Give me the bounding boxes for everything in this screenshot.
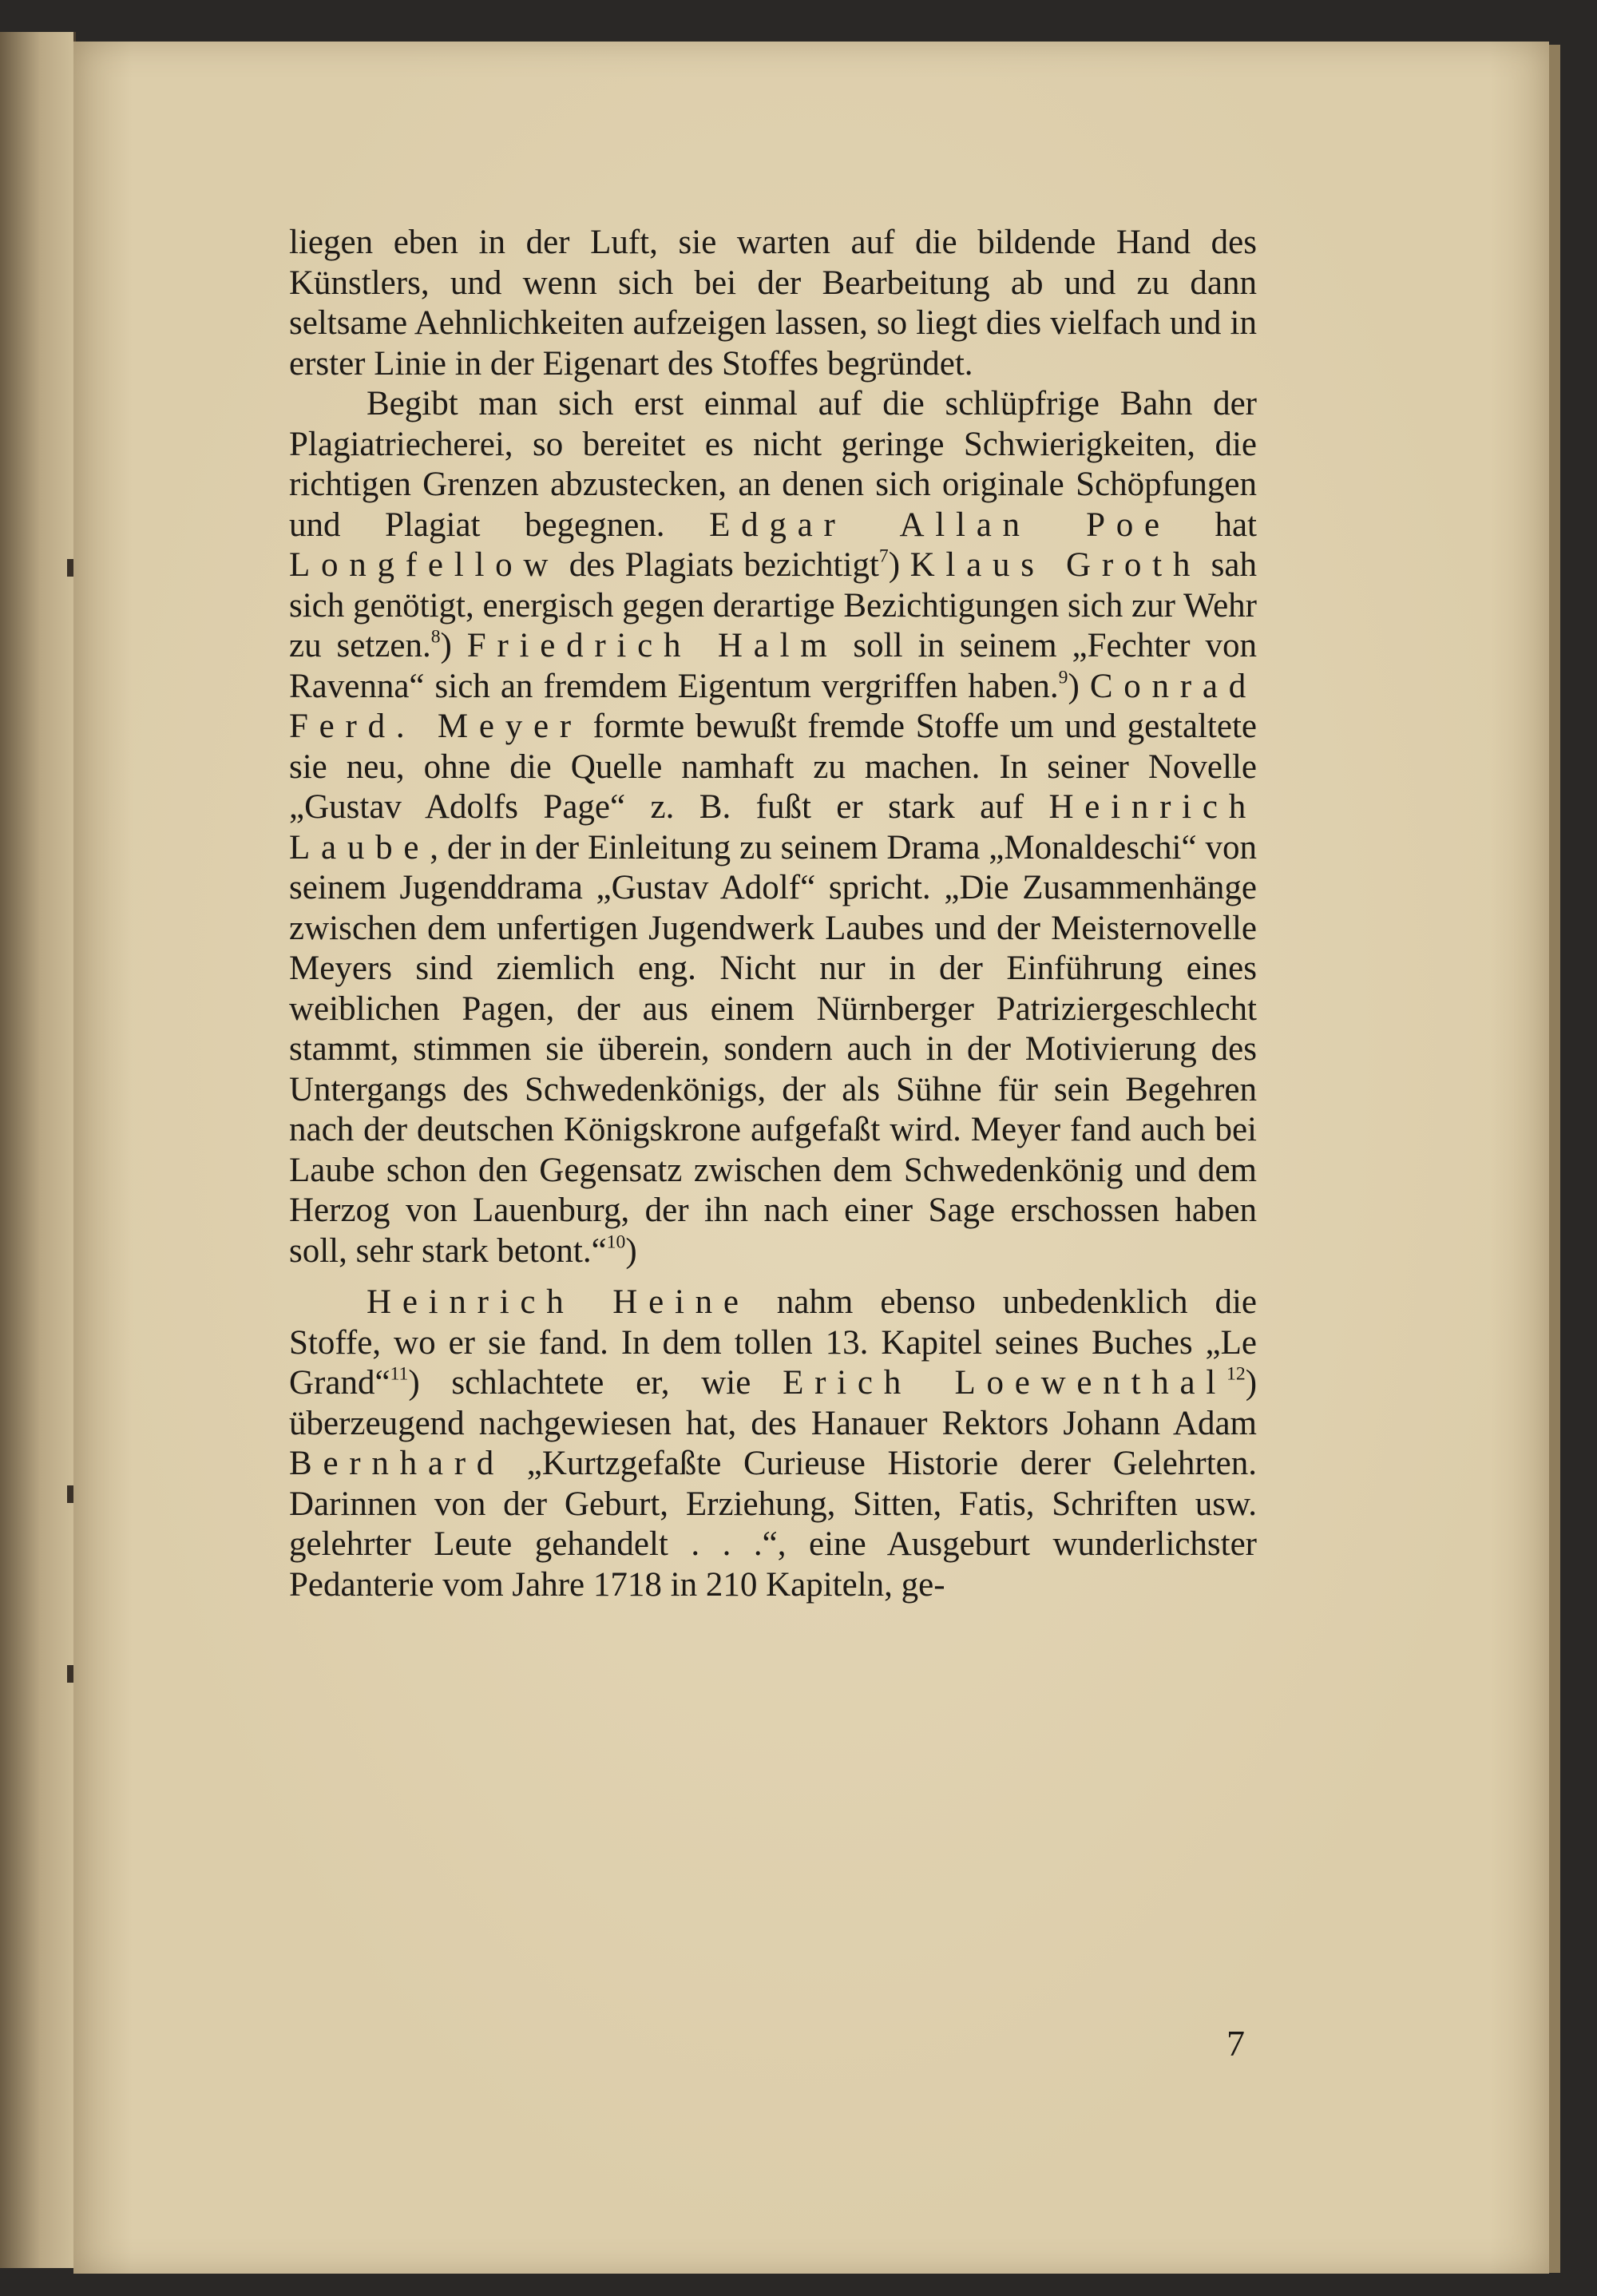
spaced-name: Erich Loewenthal: [783, 1364, 1227, 1402]
spaced-name: Heinrich Laube: [289, 788, 1257, 866]
text-run: liegen eben in der Luft, sie warten auf die bildende Hand des Künstlers, und wenn sich bei der Bearbeitung ab und zu dann seltsame Aehnlichkeiten aufzeigen lassen, so liegt dies vielfach und in erster Linie in der Eigenart des Stoffes begründet.: [289, 224, 1257, 383]
paragraph: [289, 1283, 1257, 1605]
text-run: ) überzeugend nachgewiesen hat, des Hanauer Rektors Johann Adam: [289, 1364, 1258, 1442]
footnote-marker: 7: [878, 545, 889, 567]
spaced-name: Conrad Ferd. Meyer: [289, 667, 1257, 745]
footnote-marker: 9: [1058, 666, 1068, 688]
footnote-marker: 12: [1226, 1363, 1246, 1385]
text-run: sah sich genötigt, energisch gegen derartige Bezichtigungen sich zur Wehr zu setzen.: [289, 546, 1257, 664]
binding-thread-mark: [67, 1665, 73, 1683]
footnote-marker: 11: [390, 1363, 409, 1385]
text-run: nahm ebenso unbedenklich die Stoffe, wo er sie fand. In dem tollen 13. Kapitel seines Buches „Le Grand“: [289, 1283, 1258, 1402]
paragraph: [289, 384, 1257, 1271]
text-run: formte bewußt fremde Stoffe um und gestaltete sie neu, ohne die Quelle namhaft zu machen. In seiner Novelle „Gustav Adolfs Page“ z. B. fußt er stark auf: [289, 708, 1257, 826]
right-page-edge: [1549, 45, 1560, 2273]
footnote-marker: 8: [430, 626, 441, 648]
text-run: soll in seinem „Fechter von Ravenna“ sich an fremdem Eigentum vergriffen haben.: [289, 627, 1257, 705]
text-run: , der in der Einleitung zu seinem Drama „Monaldeschi“ von seinem Jugenddrama „Gustav Adolf“ spricht. „Die Zusammenhänge zwischen dem unfertigen Jugendwerk Laubes und der Meisternovelle Meyers sind ziemlich eng. Nicht nur in der Einführung eines weiblichen Pagen, der aus einem Nürnberger Patriziergeschlecht stammt, stimmen sie überein, sondern auch in der Motivierung des Untergangs des Schwedenkönigs, der als Sühne für sein Begehren nach der deutschen Königskrone aufgefaßt wird. Meyer fand auch bei Laube schon den Gegensatz zwischen dem Schwedenkönig und dem Herzog von Lauenburg, der ihn nach einer Sage erschossen haben soll, sehr stark betont.“: [289, 828, 1257, 1270]
text-run: „Kurtzgefaßte Curieuse Historie derer Gelehrten. Darinnen von der Geburt, Erziehung, Sitten, Fatis, Schriften usw. gelehrter Leute gehandelt . . .“, eine Ausgeburt wunderlichster Pedanterie vom Jahre 1718 in 210 Kapiteln, ge-: [289, 1445, 1257, 1604]
spaced-name: Klaus Groth: [909, 546, 1202, 584]
spaced-name: Longfellow: [289, 546, 560, 584]
text-run: ): [440, 627, 467, 664]
binding-thread-mark: [67, 1485, 73, 1503]
text-run: ): [1068, 667, 1090, 705]
body-text: [289, 223, 1257, 1605]
paragraph: [289, 223, 1257, 384]
text-run: des Plagiats bezichtigt: [559, 546, 879, 584]
text-run: ) schlachtete er, wie: [408, 1364, 783, 1402]
spaced-name: Heinrich Heine: [367, 1283, 750, 1321]
binding-thread-mark: [67, 559, 73, 577]
footnote-marker: 10: [606, 1231, 626, 1252]
text-run: Begibt man sich erst einmal auf die schlüpfrige Bahn der Plagiatriecherei, so bereitet es nicht geringe Schwierigkeiten, die richtigen Grenzen abzustecken, an denen sich originale Schöpfungen und Plagiat begegnen.: [289, 385, 1257, 544]
left-page-edge: [0, 32, 76, 2268]
spaced-name: Friedrich Halm: [466, 627, 838, 664]
text-run: hat: [1170, 506, 1257, 544]
text-run: ): [888, 546, 910, 584]
text-run: ): [625, 1231, 637, 1270]
spaced-name: Bernhard: [289, 1445, 505, 1482]
spaced-name: Edgar Allan Poe: [709, 506, 1171, 544]
page-number: 7: [1226, 2023, 1245, 2064]
